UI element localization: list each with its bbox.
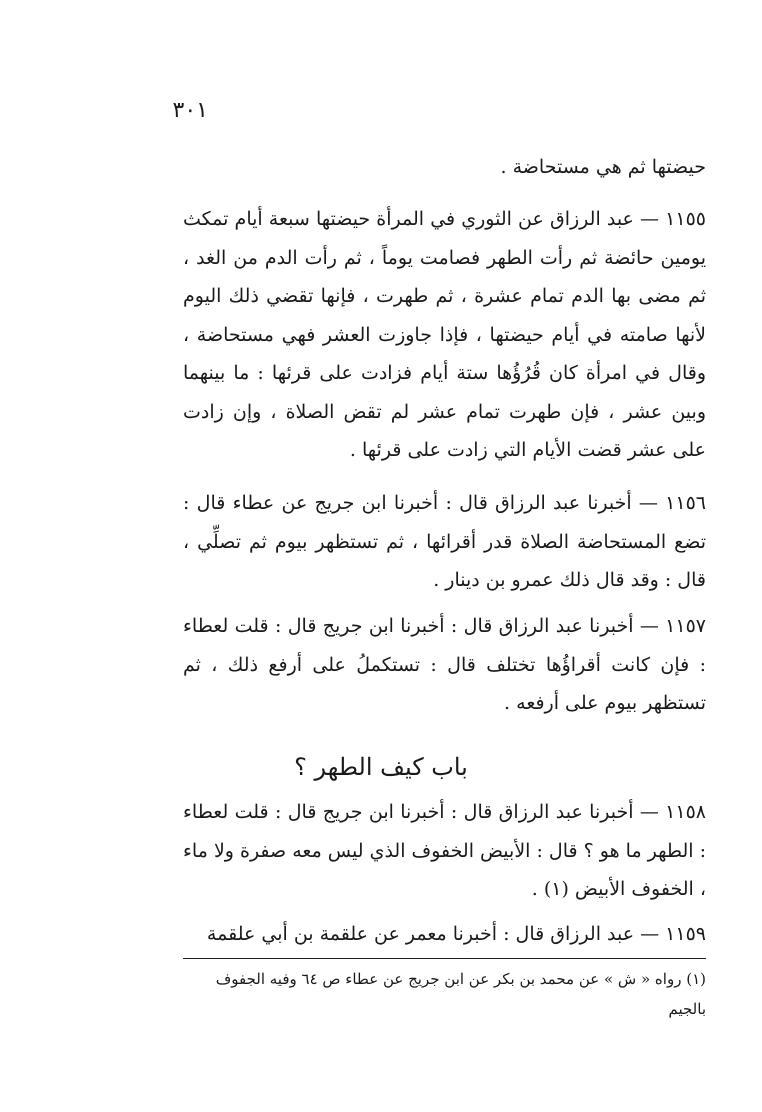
chapter-heading: باب كيف الطهر ؟ [294, 753, 468, 781]
paragraph-text: ١١٥٧ — أخبرنا عبد الرزاق قال : أخبرنا ابن جريج قال : قلت لعطاء : فإن كانت أقراؤُها تختلف قال : تستكملُ على أرفع ذلك ، ثم تستظهر بيوم على أرفعه . [183, 615, 706, 714]
paragraph-text: ١١٥٥ — عبد الرزاق عن الثوري في المرأة حيضتها سبعة أيام تمكث يومين حائضة ثم رأت الطهر فصامت يوماً ، ثم رأت الدم من الغد ، ثم مضى بها الدم تمام عشرة ، ثم طهرت ، فإنها تقضي ذلك اليوم لأنها صامته في أيام حيضتها ، فإذا جاوزت العشر فهي مستحاضة ، وقال في امرأة كان قُرُؤُها ستة أيام فزادت على قرئها : ما بينهما وبين عشر ، فإن طهرت تمام عشر لم تقض الصلاة ، وإن زادت على عشر قضت الأيام التي زادت على قرئها . [183, 208, 706, 461]
paragraph-text: ١١٥٨ — أخبرنا عبد الرزاق قال : أخبرنا ابن جريج قال : قلت لعطاء : الطهر ما هو ؟ قال : الأبيض الخفوف الذي ليس معه صفرة ولا ماء ، الخفوف الأبيض (١) . [183, 801, 706, 900]
paragraph-continuation [183, 148, 706, 187]
paragraph-1157 [183, 607, 706, 723]
paragraph-text: حيضتها ثم هي مستحاضة . [500, 156, 706, 178]
paragraph-text: ١١٥٩ — عبد الرزاق قال : أخبرنا معمر عن علقمة بن أبي علقمة [206, 923, 706, 945]
page-number: ٣٠١ [172, 98, 208, 123]
footnote-divider [183, 958, 706, 959]
paragraph-1155 [183, 200, 706, 470]
paragraph-1159 [183, 915, 706, 954]
paragraph-1158 [183, 793, 706, 909]
paragraph-text: ١١٥٦ — أخبرنا عبد الرزاق قال : أخبرنا ابن جريج عن عطاء قال : تضع المستحاضة الصلاة قدر أقرائها ، ثم تستظهر بيوم ثم تصلِّي ، قال : وقد قال ذلك عمرو بن دينار . [183, 492, 706, 591]
paragraph-1156 [183, 484, 706, 600]
footnote: (١) رواه « ش » عن محمد بن بكر عن ابن جريج عن عطاء ص ٦٤ وفيه الجفوف بالجيم [215, 970, 706, 1018]
